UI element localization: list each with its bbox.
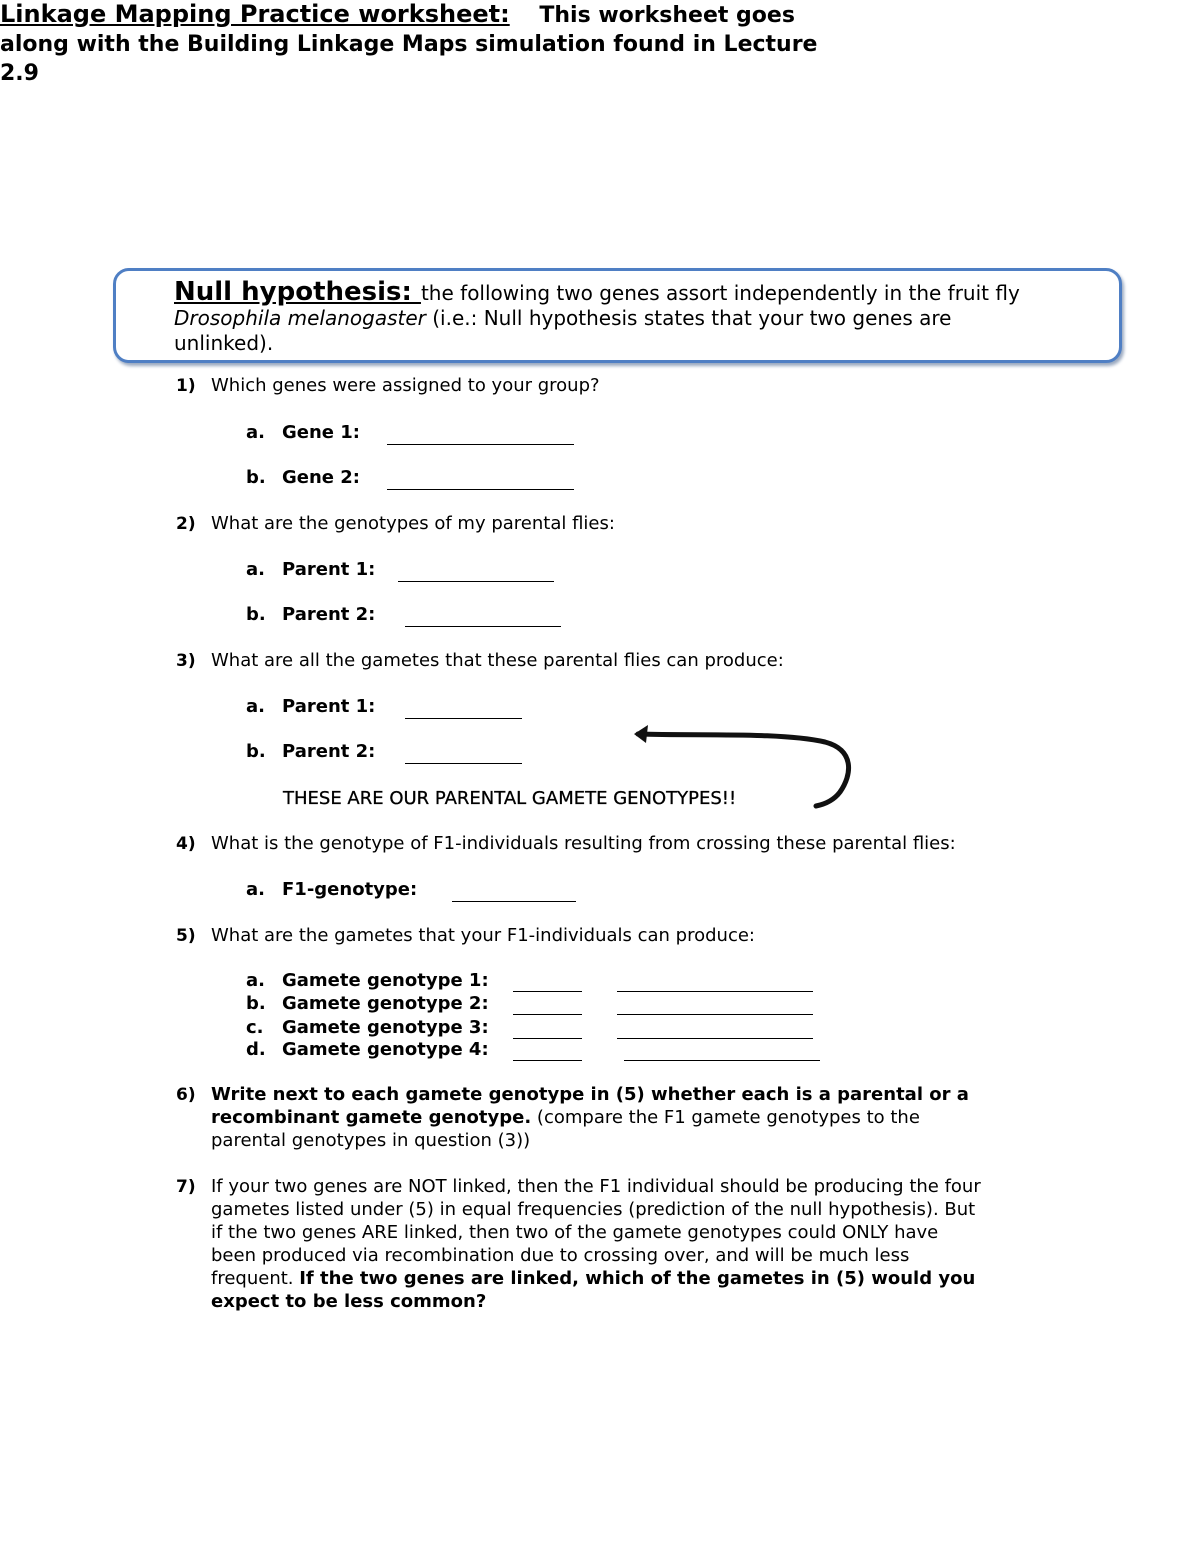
q7-line4: been produced via recombination due to crossing over, and will be much less	[211, 1245, 910, 1266]
q1-number: 1)	[176, 376, 196, 396]
q3-a-label: Parent 1:	[282, 696, 376, 717]
f1-genotype-line[interactable]	[452, 884, 576, 902]
q7-line5b: If the two genes are linked, which of the gametes in (5) would you	[299, 1268, 976, 1289]
q2-b-letter: b.	[246, 604, 266, 625]
q1-b-label: Gene 2:	[282, 467, 360, 488]
gamete3-genotype-line[interactable]	[513, 1022, 582, 1039]
gamete2-genotype-line[interactable]	[513, 998, 582, 1015]
q6-bold-line1: Write next to each gamete genotype in (5) whether each is a parental or a	[211, 1084, 969, 1105]
q3-b-letter: b.	[246, 741, 266, 762]
curved-arrow-icon	[630, 720, 860, 815]
q2-b-label: Parent 2:	[282, 604, 376, 625]
q7-number: 7)	[176, 1177, 196, 1197]
q3-a-letter: a.	[246, 696, 265, 717]
q4-a-label: F1-genotype:	[282, 879, 418, 900]
q2-text: What are the genotypes of my parental flies:	[211, 513, 615, 534]
title-underlined: Linkage Mapping Practice worksheet:	[0, 0, 510, 28]
gamete4-genotype-line[interactable]	[513, 1044, 582, 1061]
q4-text: What is the genotype of F1-individuals resulting from crossing these parental flies:	[211, 833, 956, 854]
null-hypothesis-text	[174, 277, 1114, 356]
parent1-gametes-line[interactable]	[405, 701, 522, 719]
q4-a-letter: a.	[246, 879, 265, 900]
q2-a-letter: a.	[246, 559, 265, 580]
worksheet-title	[0, 0, 920, 88]
q2-number: 2)	[176, 514, 196, 534]
q2-a-label: Parent 1:	[282, 559, 376, 580]
gamete3-type-line[interactable]	[617, 1022, 813, 1039]
title-rest-3: 2.9	[0, 61, 39, 86]
species-name: Drosophila melanogaster	[174, 306, 426, 330]
q7-line1: If your two genes are NOT linked, then the F1 individual should be producing the four	[211, 1176, 981, 1197]
q1-b-letter: b.	[246, 467, 266, 488]
null-text-3: unlinked).	[174, 331, 274, 355]
gamete1-genotype-line[interactable]	[513, 975, 582, 992]
q5-number: 5)	[176, 926, 196, 946]
q7-text	[211, 1175, 981, 1313]
gamete4-type-line[interactable]	[624, 1044, 820, 1061]
null-text-2: (i.e.: Null hypothesis states that your two genes are	[425, 306, 952, 330]
parent2-gametes-line[interactable]	[405, 746, 522, 764]
q5-item-label: Gamete genotype 1:	[282, 970, 489, 991]
gene1-answer-line[interactable]	[387, 427, 574, 445]
q7-line3: if the two genes ARE linked, then two of the gamete genotypes could ONLY have	[211, 1222, 939, 1243]
gamete2-type-line[interactable]	[617, 998, 813, 1015]
q4-number: 4)	[176, 834, 196, 854]
null-hypothesis-heading: Null hypothesis:	[174, 277, 421, 307]
q1-text: Which genes were assigned to your group?	[211, 375, 600, 396]
q7-line6: expect to be less common?	[211, 1291, 487, 1312]
gene2-answer-line[interactable]	[387, 472, 574, 490]
q7-line2: gametes listed under (5) in equal frequencies (prediction of the null hypothesis). But	[211, 1199, 976, 1220]
q3-number: 3)	[176, 651, 196, 671]
title-rest-1: This worksheet goes	[539, 3, 795, 28]
q5-item-letter: a.	[246, 970, 265, 991]
parental-gamete-note: THESE ARE OUR PARENTAL GAMETE GENOTYPES!!	[283, 788, 737, 809]
q5-item-letter: c.	[246, 1017, 264, 1038]
q5-item-label: Gamete genotype 3:	[282, 1017, 489, 1038]
q5-item-label: Gamete genotype 4:	[282, 1039, 489, 1060]
null-hypothesis-box	[113, 268, 1122, 363]
q6-number: 6)	[176, 1085, 196, 1105]
q3-text: What are all the gametes that these parental flies can produce:	[211, 650, 784, 671]
q6-normal-line2: (compare the F1 gamete genotypes to the	[531, 1107, 920, 1128]
q6-bold-line2: recombinant gamete genotype.	[211, 1107, 532, 1128]
q5-item-letter: b.	[246, 993, 266, 1014]
q5-item-label: Gamete genotype 2:	[282, 993, 489, 1014]
q3-b-label: Parent 2:	[282, 741, 376, 762]
q1-a-label: Gene 1:	[282, 422, 360, 443]
null-text-1: the following two genes assort independently in the fruit fly	[420, 281, 1020, 305]
parent1-genotype-line[interactable]	[398, 564, 554, 582]
q6-text	[211, 1083, 969, 1152]
q7-line5a: frequent.	[211, 1268, 300, 1289]
q5-item-letter: d.	[246, 1039, 266, 1060]
title-rest-2: along with the Building Linkage Maps simulation found in Lecture	[0, 32, 818, 57]
q1-a-letter: a.	[246, 422, 265, 443]
q5-text: What are the gametes that your F1-individuals can produce:	[211, 925, 755, 946]
gamete1-type-line[interactable]	[617, 975, 813, 992]
q6-normal-line3: parental genotypes in question (3))	[211, 1130, 531, 1151]
parent2-genotype-line[interactable]	[405, 609, 561, 627]
